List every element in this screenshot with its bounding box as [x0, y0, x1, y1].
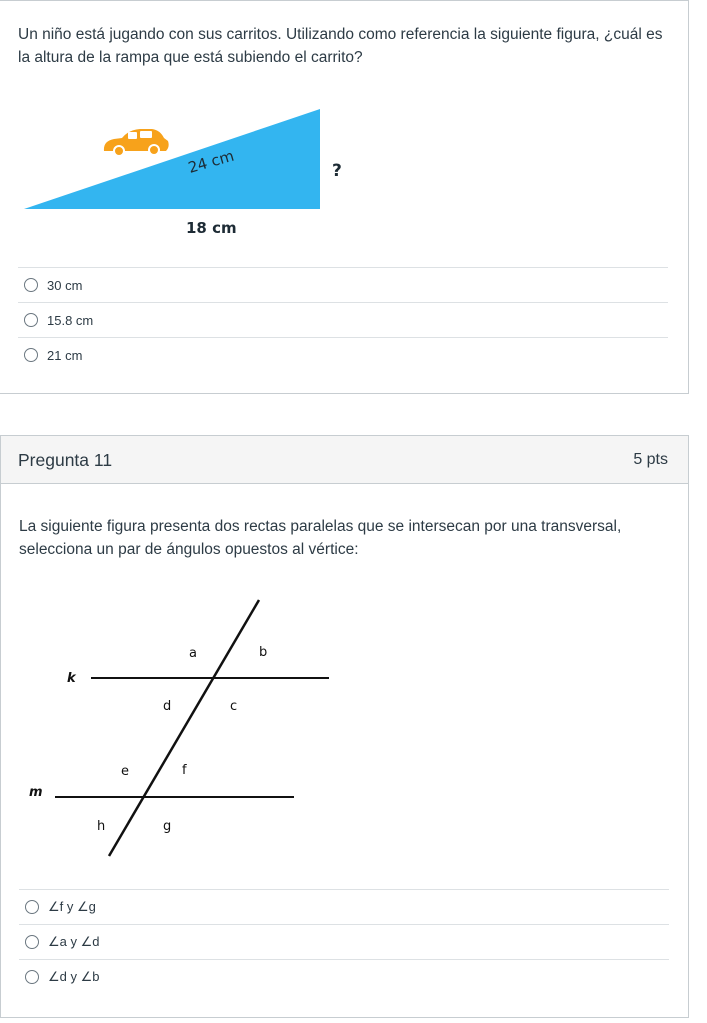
- question-title: Pregunta 11: [18, 450, 113, 470]
- answer-label: ∠d y ∠b: [48, 969, 100, 984]
- angle-g-label: g: [163, 819, 172, 834]
- hypotenuse-label: 24 cm: [186, 146, 237, 177]
- line-m-label: m: [29, 785, 43, 800]
- question-11-answers: [19, 889, 669, 994]
- answer-option[interactable]: [19, 924, 669, 959]
- question-header: [1, 436, 688, 484]
- radio-button[interactable]: [25, 935, 39, 949]
- line-k-label: k: [67, 671, 76, 686]
- answer-label: ∠a y ∠d: [48, 934, 100, 949]
- answer-label: 30 cm: [47, 277, 83, 293]
- parallel-lines-figure: [19, 594, 339, 864]
- transversal-line: [109, 600, 259, 856]
- unknown-height-label: ?: [332, 161, 342, 181]
- radio-button[interactable]: [25, 970, 39, 984]
- question-11-card: [0, 435, 689, 1018]
- ramp-figure: [18, 101, 358, 246]
- question-10-card: [0, 0, 689, 394]
- radio-button[interactable]: [24, 278, 38, 292]
- answer-option[interactable]: [18, 302, 668, 337]
- answer-option[interactable]: [18, 337, 668, 372]
- question-11-text: La siguiente figura presenta dos rectas paralelas que se intersecan por una transversal, selecciona un par de ángulos opuestos al vértice:: [19, 518, 622, 558]
- answer-label: 15.8 cm: [47, 312, 94, 328]
- radio-button[interactable]: [24, 313, 38, 327]
- answer-option[interactable]: [18, 267, 668, 302]
- angle-h-label: h: [97, 819, 106, 834]
- answer-option[interactable]: [19, 889, 669, 924]
- answer-label: 21 cm: [47, 347, 83, 363]
- angle-a-label: a: [189, 646, 197, 661]
- radio-button[interactable]: [25, 900, 39, 914]
- car-icon: [104, 129, 169, 156]
- question-points: 5 pts: [633, 451, 668, 468]
- answer-label: ∠f y ∠g: [48, 899, 96, 914]
- ramp-triangle: [24, 109, 320, 209]
- question-10-text: Un niño está jugando con sus carritos. Utilizando como referencia la siguiente figura, ¿cuál es la altura de la rampa que está subiendo el carrito?: [18, 26, 663, 66]
- angle-e-label: e: [121, 764, 129, 779]
- angle-d-label: d: [163, 699, 172, 714]
- angle-c-label: c: [230, 699, 238, 714]
- answer-option[interactable]: [19, 959, 669, 994]
- angle-f-label: f: [182, 763, 187, 778]
- angle-b-label: b: [259, 645, 268, 660]
- question-10-answers: [18, 267, 668, 372]
- base-label: 18 cm: [186, 219, 237, 237]
- radio-button[interactable]: [24, 348, 38, 362]
